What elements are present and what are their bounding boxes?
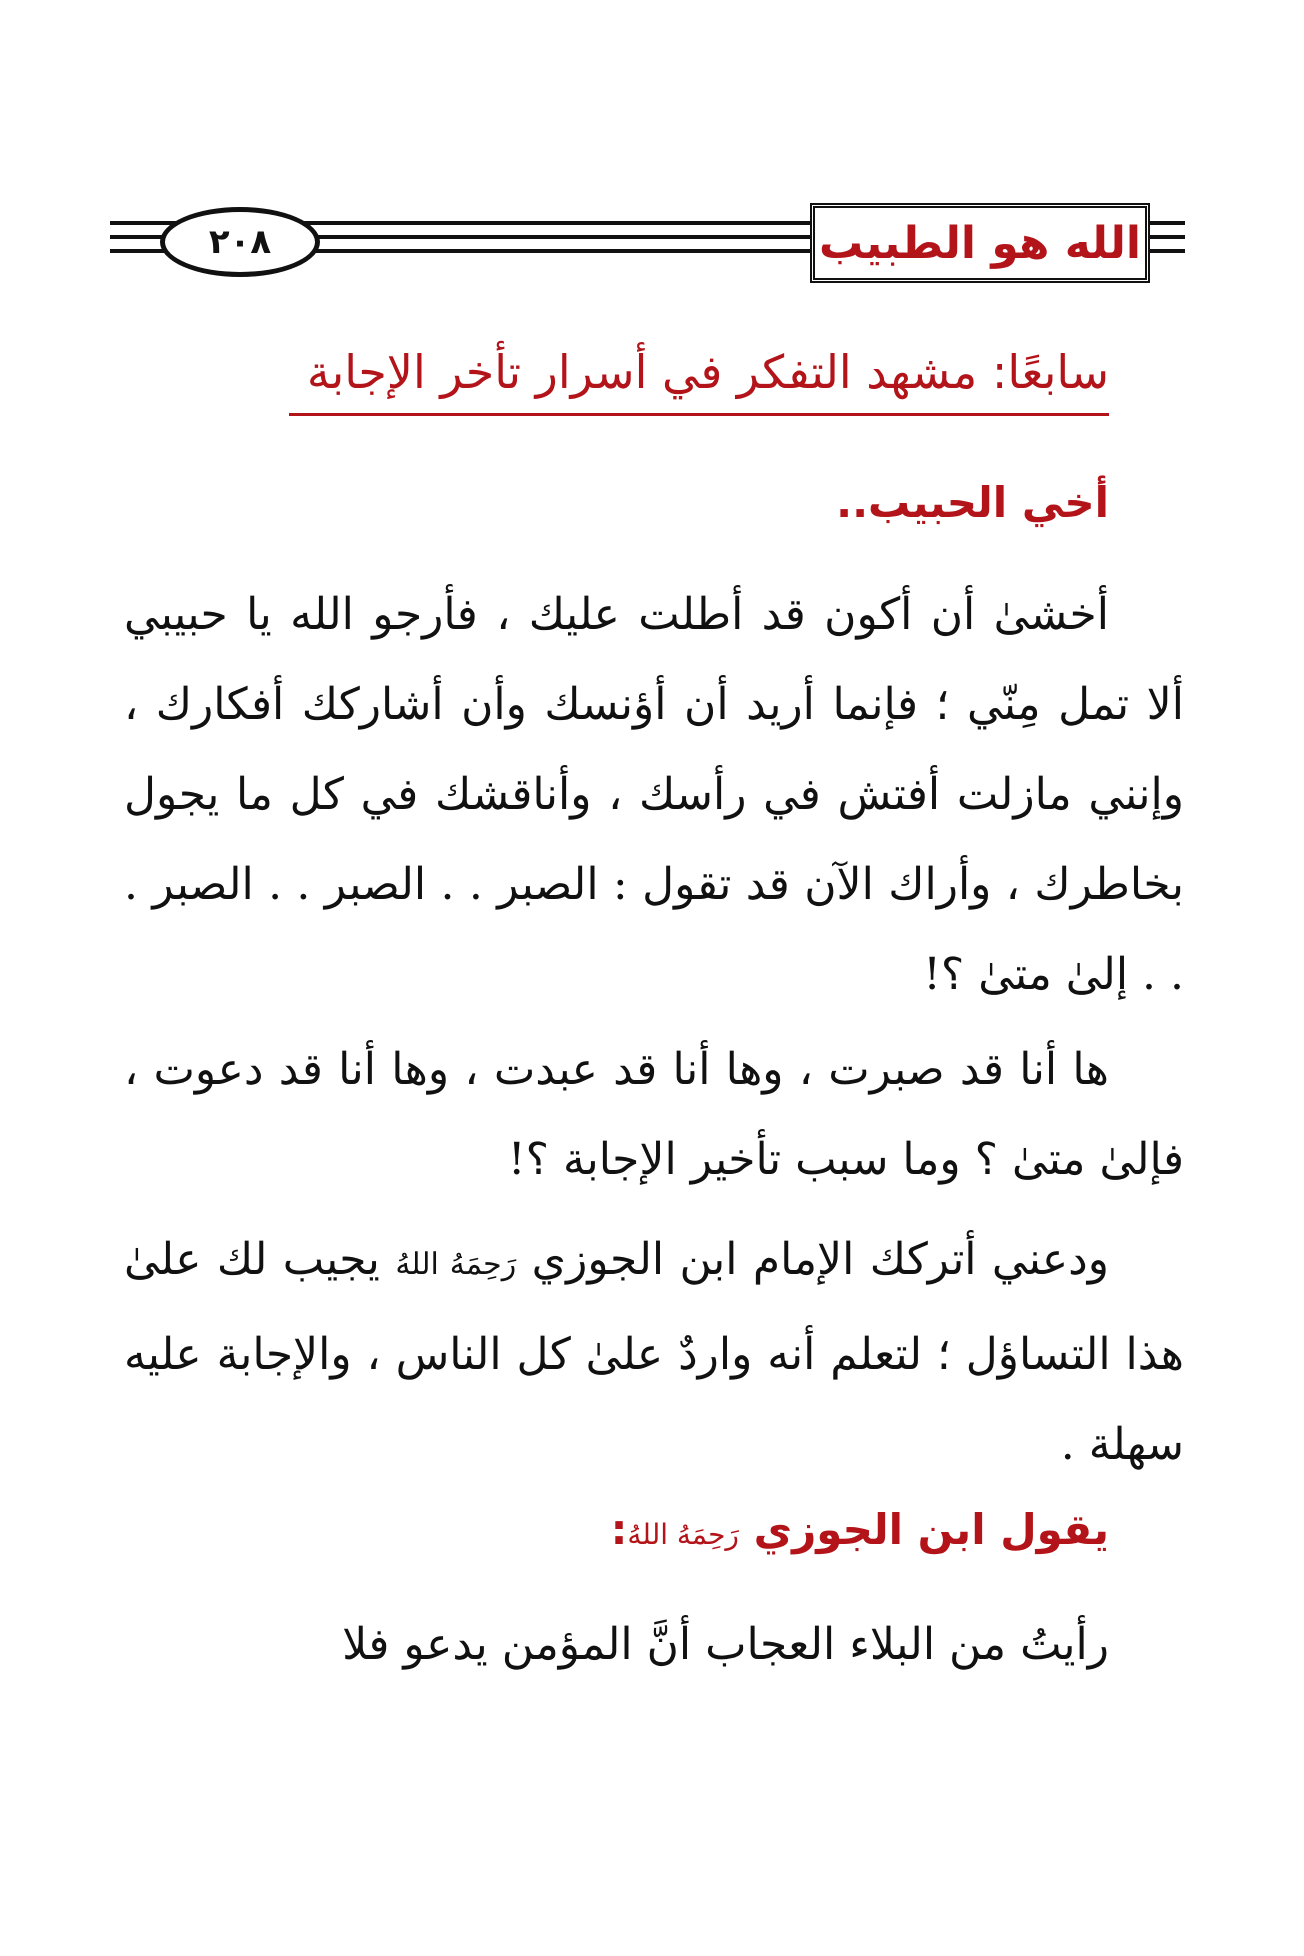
- paragraph-2-text: ها أنا قد صبرت ، وها أنا قد عبدت ، وها أنا قد دعوت ، فإلىٰ متىٰ ؟ وما سبب تأخير الإجابة ؟!: [124, 1044, 1184, 1185]
- paragraph-1-text: أخشىٰ أن أكون قد أطلت عليك ، فأرجو الله يا حبيبي ألا تمل مِنّي ؛ فإنما أريد أن أؤنسك وأن أشاركك أفكارك ، وإنني مازلت أفتش في رأسك ، وأناقشك في كل ما يجول بخاطرك ، وأراك الآن قد تقول : الصبر . . الصبر . . الصبر . . . إلىٰ متىٰ ؟!: [124, 589, 1184, 1000]
- greeting-heading: أخي الحبيب..: [836, 478, 1109, 527]
- quote-paragraph-text: رأيتُ من البلاء العجاب أنَّ المؤمن يدعو فلا: [342, 1619, 1109, 1670]
- quote-heading-honorific: رَحِمَهُ اللهُ: [627, 1518, 739, 1551]
- paragraph-2: [124, 1025, 1184, 1205]
- page-number: ٢٠٨: [160, 207, 320, 277]
- quote-heading-colon: :: [610, 1505, 628, 1554]
- honorific-rahimahullah: رَحِمَهُ اللهُ: [395, 1247, 517, 1282]
- quote-heading: [611, 1505, 1109, 1554]
- quote-heading-text: يقول ابن الجوزي: [753, 1505, 1109, 1554]
- paragraph-3-after: يجيب لك علىٰ هذا التساؤل ؛ لتعلم أنه واردٌ علىٰ كل الناس ، والإجابة عليه سهلة .: [124, 1234, 1184, 1470]
- paragraph-1: [124, 570, 1184, 1020]
- book-title: الله هو الطبيب: [810, 203, 1150, 283]
- paragraph-3-before: ودعني أتركك الإمام ابن الجوزي: [531, 1234, 1109, 1285]
- page-header: [110, 195, 1185, 285]
- section-title: سابعًا: مشهد التفكر في أسرار تأخر الإجابة: [289, 345, 1109, 416]
- quote-paragraph: [124, 1600, 1184, 1690]
- paragraph-3: [124, 1215, 1184, 1490]
